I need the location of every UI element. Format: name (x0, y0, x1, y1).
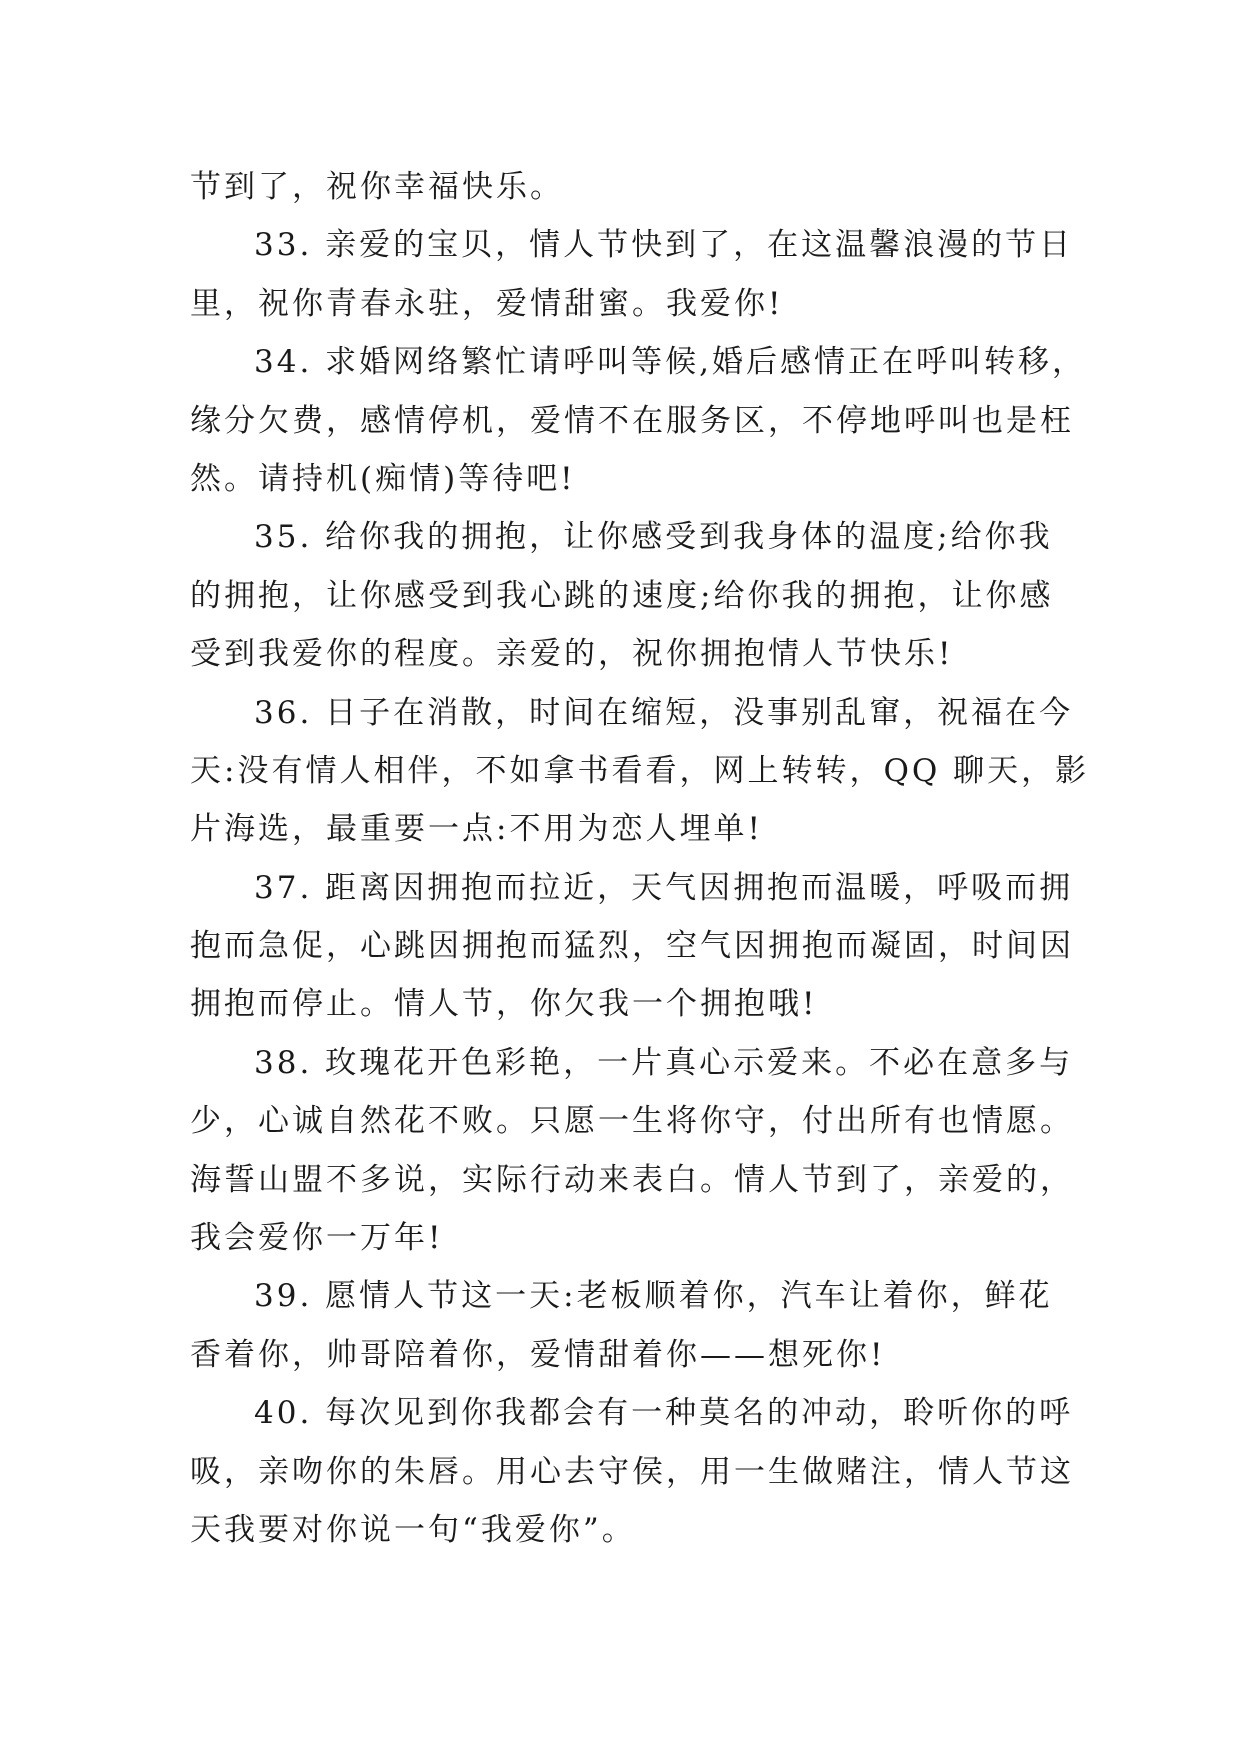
item-35-first-line: 35. 给你我的拥抱，让你感受到我身体的温度;给你我 (254, 519, 1053, 556)
text-line: 香着你，帅哥陪着你，爱情甜着你——想死你! (190, 1336, 886, 1373)
text-line: 天我要对你说一句“我爱你”。 (190, 1511, 636, 1548)
text-line: 海誓山盟不多说，实际行动来表白。情人节到了，亲爱的， (190, 1161, 1074, 1198)
text-line: 拥抱而停止。情人节，你欠我一个拥抱哦! (190, 986, 818, 1023)
item-33-first-line: 33. 亲爱的宝贝，情人节快到了，在这温馨浪漫的节日 (254, 227, 1074, 264)
text-line: 缘分欠费，感情停机，爱情不在服务区，不停地呼叫也是枉 (190, 402, 1074, 439)
text-line: 里，祝你青春永驻，爱情甜蜜。我爱你! (190, 285, 784, 322)
text-line: 片海选，最重要一点:不用为恋人埋单! (190, 811, 763, 848)
item-38-first-line: 38. 玫瑰花开色彩艳，一片真心示爱来。不必在意多与 (254, 1044, 1074, 1081)
text-line: 的拥抱，让你感受到我心跳的速度;给你我的拥抱，让你感 (190, 577, 1054, 614)
text-line: 吸，亲吻你的朱唇。用心去守侯，用一生做赌注，情人节这 (190, 1453, 1074, 1490)
text-line: 天:没有情人相伴，不如拿书看看，网上转转，QQ 聊天，影 (190, 752, 1090, 789)
item-34-first-line: 34. 求婚网络繁忙请呼叫等候,婚后感情正在呼叫转移， (254, 344, 1087, 381)
text-line: 抱而急促，心跳因拥抱而猛烈，空气因拥抱而凝固，时间因 (190, 928, 1074, 965)
document-page (190, 158, 1090, 1559)
item-40-first-line: 40. 每次见到你我都会有一种莫名的冲动，聆听你的呼 (254, 1395, 1074, 1432)
text-line: 受到我爱你的程度。亲爱的，祝你拥抱情人节快乐! (190, 636, 954, 673)
text-line: 节到了，祝你幸福快乐。 (190, 169, 564, 205)
text-line: 然。请持机(痴情)等待吧! (190, 460, 576, 497)
item-37-first-line: 37. 距离因拥抱而拉近，天气因拥抱而温暖，呼吸而拥 (254, 869, 1074, 906)
text-line: 少，心诚自然花不败。只愿一生将你守，付出所有也情愿。 (190, 1103, 1074, 1140)
text-line: 我会爱你一万年! (190, 1220, 444, 1257)
item-36-first-line: 36. 日子在消散，时间在缩短，没事别乱窜，祝福在今 (254, 694, 1074, 731)
item-39-first-line: 39. 愿情人节这一天:老板顺着你，汽车让着你，鲜花 (254, 1278, 1053, 1315)
